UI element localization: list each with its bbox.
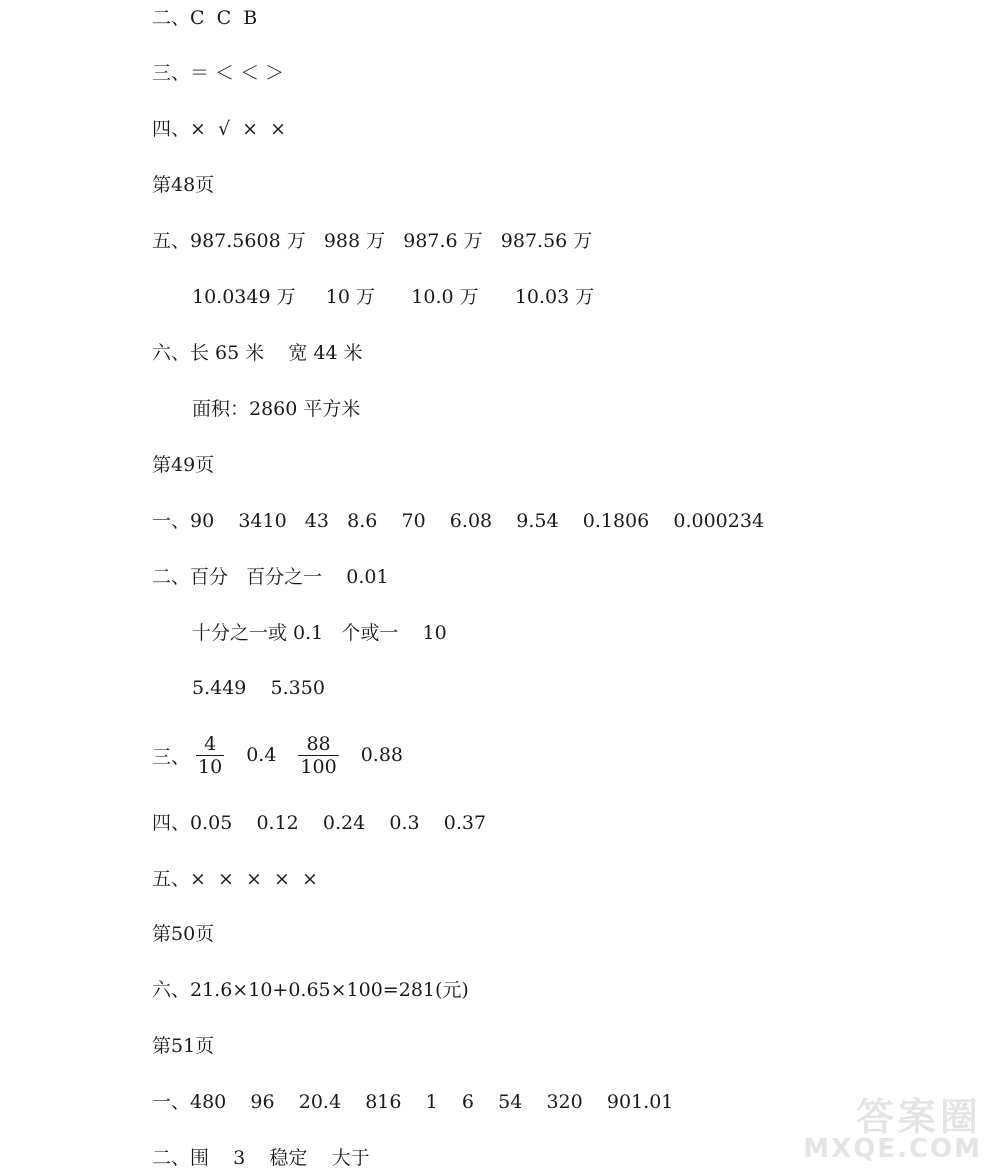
answer-line: 二、围 3 稳定 大于 [152,1147,370,1169]
decimal-value: 0.4 [246,744,277,766]
fraction-denominator: 10 [198,755,223,778]
answer-line: 十分之一或 0.1 个或一 10 [192,622,447,644]
watermark-url: MXQE.COM [803,1134,982,1164]
fraction-numerator: 88 [306,732,331,755]
answer-line: 三、＝ ＜ ＜ ＞ [152,62,285,84]
answer-line: 五、× × × × × [152,868,318,890]
page-heading: 第49页 [152,454,215,476]
answer-prefix: 三、 [152,745,191,768]
answer-line: 5.449 5.350 [192,677,325,699]
answer-line: 一、480 96 20.4 816 1 6 54 320 901.01 [152,1091,674,1113]
answer-line: 六、长 65 米 宽 44 米 [152,342,363,364]
answer-line: 五、987.5608 万 988 万 987.6 万 987.56 万 [152,230,593,252]
page-heading: 第51页 [152,1035,215,1057]
answer-line: 四、0.05 0.12 0.24 0.3 0.37 [152,812,487,834]
answer-line: 六、21.6×10+0.65×100=281(元) [152,979,469,1001]
answer-line: 二、C C B [152,7,258,29]
fraction-denominator: 100 [300,755,337,778]
fraction-eighty-eight-hundredths [298,733,338,778]
answer-line: 四、× √ × × [152,118,287,140]
decimal-value: 0.88 [360,744,403,766]
answer-line: 二、百分 百分之一 0.01 [152,566,389,588]
page-heading: 第50页 [152,923,215,945]
answer-line: 一、90 3410 43 8.6 70 6.08 9.54 0.1806 0.000234 [152,510,765,532]
fraction-numerator: 4 [204,732,217,755]
site-watermark-logo [790,1086,990,1166]
page-heading: 第48页 [152,174,215,196]
answer-line: 面积：2860 平方米 [192,398,361,420]
fraction-four-tenths [196,733,224,778]
answer-line: 10.0349 万 10 万 10.0 万 10.03 万 [192,286,595,308]
watermark-text: 答案圈 [855,1095,982,1139]
fraction-answer-line [152,730,403,780]
